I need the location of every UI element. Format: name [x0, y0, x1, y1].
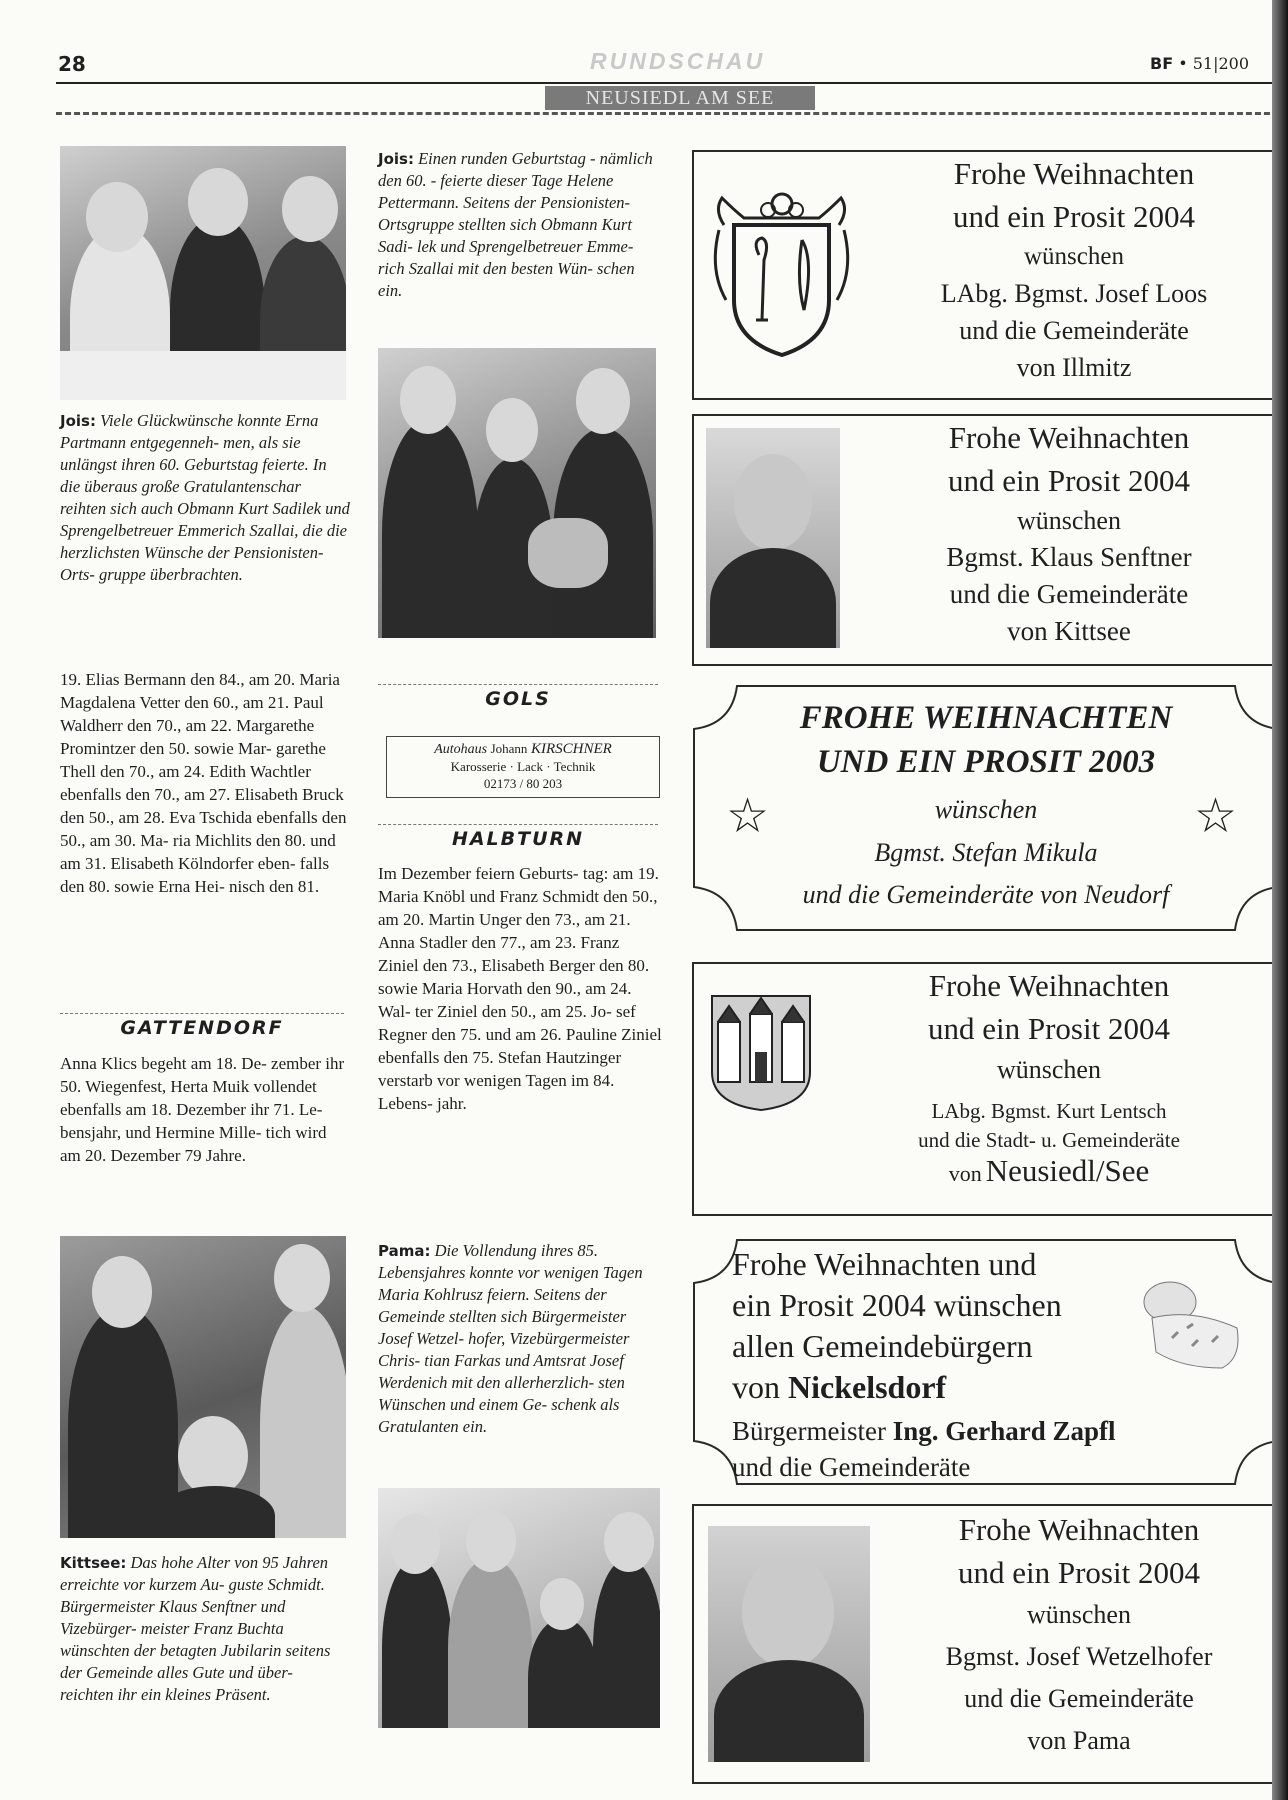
ad-nickelsdorf-line2: ein Prosit 2004 wünschen [732, 1287, 1062, 1323]
caption-place: Kittsee: [60, 1554, 127, 1572]
caption-text: Viele Glückwünsche konnte Erna Partmann entgegenneh- men, als sie unlängst ihren 60. Geburtstag feierte. In die überaus große Gratulantenschar reihten sich auch Obmann Kurt Sadilek und Sprengelbetreuer Emmerich Szallai, die die herzlichsten Wünsche der Pensionisten-Orts- gruppe überbrachten. [60, 411, 350, 584]
ad-phone: 02173 / 80 203 [483, 776, 563, 791]
caption-text: Die Vollendung ihres 85. Lebensjahres konnte vor wenigen Tagen Maria Kohlrusz feiern. Seitens der Gemeinde stellten sich Bürgermeister Josef Wetzel- hofer, Vizebürgermeister Chris- tian Farkas und Amtsrat Josef Werdenich mit den allerherzlich- sten Wünschen und einem Ge- schenk als Gratulanten ein. [378, 1241, 643, 1436]
ad-neusiedl-line4: LAbg. Bgmst. Kurt Lentsch [931, 1099, 1167, 1123]
ad-pama-line1: Frohe Weihnachten [958, 1512, 1200, 1547]
ad-neudorf-line4: Bgmst. Stefan Mikula [874, 838, 1098, 867]
ad-illmitz [692, 150, 1284, 400]
photo-pama [378, 1488, 660, 1728]
ad-neudorf-line2: UND EIN PROSIT 2003 [816, 744, 1156, 780]
ad-neusiedl-von: von [948, 1161, 982, 1186]
photo-kittsee [60, 1236, 346, 1538]
ad-kittsee-line6: von Kittsee [1007, 616, 1131, 646]
magazine-title: RUNDSCHAU [590, 48, 766, 74]
issue-code: BF [1150, 54, 1174, 73]
page-edge [1272, 0, 1288, 1800]
photo-jois-pettermann [378, 348, 656, 638]
ad-illmitz-line3: wünschen [1024, 243, 1124, 270]
ad-nickelsdorf-title: Bürgermeister [732, 1416, 886, 1446]
ad-neusiedl-line3: wünschen [997, 1055, 1101, 1084]
heading-gattendorf: GATTENDORF [60, 1017, 344, 1039]
caption-jois-2 [378, 148, 663, 302]
ad-nickelsdorf-line6: und die Gemeinderäte [732, 1452, 971, 1482]
ad-kittsee-line2: und ein Prosit 2004 [948, 463, 1190, 498]
ad-pama-line3: wünschen [1027, 1600, 1131, 1629]
ad-nickelsdorf-line1: Frohe Weihnachten und [732, 1246, 1037, 1282]
section-title: NEUSIEDL AM SEE [545, 86, 815, 110]
body-gattendorf: Anna Klics begeht am 18. De- zember ihr 50. Wiegenfest, Herta Muik vollendet ebenfalls am 18. Dezember ihr 71. Le- bensjahr, und Hermine Mille- tich wird am 20. Dezember 79 Jahre. [60, 1054, 345, 1165]
ad-nickelsdorf-town: Nickelsdorf [788, 1369, 947, 1405]
ad-kittsee-line3: wünschen [1017, 506, 1121, 535]
caption-text: Das hohe Alter von 95 Jahren erreichte vor kurzem Au- guste Schmidt. Bürgermeister Klaus Senftner und Vizebürger- meister Franz Buchta wünschten der betagten Jubilarin seitens der Gemeinde alles Gute und über- reichten ihr ein kleines Präsent. [60, 1553, 331, 1704]
ad-nickelsdorf-line4 [732, 1367, 1152, 1408]
ad-neudorf [692, 684, 1280, 932]
coat-of-arms-illmitz [704, 180, 859, 360]
ad-kirschner-word: KIRSCHNER [530, 741, 612, 757]
coat-of-arms-neusiedl [708, 992, 814, 1112]
page-number: 28 [58, 52, 86, 76]
caption-place: Pama: [378, 1242, 431, 1260]
dashed-rule [56, 112, 1288, 115]
ad-illmitz-line4: LAbg. Bgmst. Josef Loos [940, 279, 1208, 308]
ad-nickelsdorf-line3: allen Gemeindebürgern [732, 1328, 1033, 1364]
caption-place: Jois: [378, 150, 414, 168]
photo-jois-partmann [60, 146, 346, 400]
ad-nickelsdorf-von: von [732, 1369, 780, 1405]
issue-info [1150, 54, 1249, 73]
ad-illmitz-line6: von Illmitz [1016, 353, 1132, 382]
ad-autohaus-kirschner [386, 736, 660, 798]
ad-kittsee [692, 414, 1284, 666]
portrait-klaus-senftner [706, 428, 840, 648]
ad-autohaus-word: Autohaus [434, 742, 488, 757]
body-halbturn: Im Dezember feiern Geburts- tag: am 19. Maria Knöbl und Franz Schmidt den 50., am 20. Martin Unger den 73., am 21. Anna Stadler den 77., am 23. Franz Ziniel den 73., Elisabeth Berger den 80. sowie Maria Horvath den 90., am 24. Wal- ter Ziniel den 50., am 25. Jo- sef Regner den 75. und am 26. Pauline Ziniel ebenfalls den 75. Stefan Hautzinger verstarb vor wenigen Tagen im 84. Lebens- jahr. [378, 864, 662, 1113]
ad-illmitz-line5: und die Gemeinderäte [959, 316, 1189, 345]
ad-pama-line4: Bgmst. Josef Wetzelhofer [945, 1642, 1213, 1671]
ad-kittsee-line5: und die Gemeinderäte [949, 579, 1189, 609]
ad-nickelsdorf [692, 1238, 1280, 1486]
ad-neusiedl-line6 [824, 1154, 1274, 1194]
birthday-list-jois: 19. Elias Bermann den 84., am 20. Maria Magdalena Vetter den 60., am 21. Paul Waldherr den 70., am 22. Margarethe Promintzer den 50. sowie Mar- garethe Thell den 70., am 24. Edith Wachtler ebenfalls den 70., am 27. Elisabeth Bruck den 50., am 28. Eva Tschida ebenfalls den 50., am 30. Ma- ria Michlits den 80. und am 31. Elisabeth Kölndorfer eben- falls den 80. sowie Erna Hei- nisch den 81. [60, 670, 347, 896]
issue-number: 51|200 [1192, 54, 1250, 73]
ad-neudorf-line3: wünschen [934, 795, 1038, 824]
ad-neusiedl [692, 962, 1284, 1216]
caption-jois-1 [60, 410, 350, 586]
ad-illmitz-line2: und ein Prosit 2004 [953, 199, 1195, 234]
ad-pama [692, 1504, 1284, 1784]
ad-neusiedl-line5: und die Stadt- u. Gemeinderäte [918, 1128, 1180, 1152]
ad-neusiedl-town: Neusiedl/See [985, 1153, 1150, 1188]
caption-place: Jois: [60, 412, 96, 430]
caption-pama [378, 1240, 663, 1438]
caption-text: Einen runden Geburtstag - nämlich den 60. - feierte dieser Tage Helene Pettermann. Seitens der Pensionisten-Ortsgruppe stellten sich Obmann Kurt Sadi- lek und Sprengelbetreuer Emme- rich Szallai mit den besten Wün- schen ein. [378, 149, 653, 300]
ad-neudorf-line5: und die Gemeinderäte von Neudorf [802, 880, 1170, 909]
issue-separator: • [1178, 54, 1188, 73]
ad-neusiedl-line2: und ein Prosit 2004 [928, 1011, 1170, 1046]
ad-nickelsdorf-mayor: Ing. Gerhard Zapfl [892, 1416, 1116, 1446]
caption-kittsee [60, 1552, 350, 1706]
ad-illmitz-line1: Frohe Weihnachten [953, 156, 1195, 191]
header-rule [56, 82, 1288, 84]
star-icon-left: ☆ [726, 788, 770, 844]
ad-nickelsdorf-line5 [732, 1412, 1152, 1450]
portrait-josef-wetzelhofer [708, 1526, 870, 1762]
star-icon-right: ☆ [1194, 788, 1238, 844]
ad-pama-line5: und die Gemeinderäte [964, 1684, 1194, 1713]
ad-kittsee-line1: Frohe Weihnachten [948, 420, 1190, 455]
ad-johann-word: Johann [490, 741, 528, 756]
ad-pama-line6: von Pama [1027, 1726, 1131, 1755]
ad-neudorf-line1: FROHE WEIHNACHTEN [799, 700, 1173, 736]
ad-pama-line2: und ein Prosit 2004 [958, 1555, 1200, 1590]
ad-neusiedl-line1: Frohe Weihnachten [928, 968, 1170, 1003]
ad-services: Karosserie · Lack · Technik [450, 759, 596, 774]
heading-gols: GOLS [378, 688, 658, 710]
heading-halbturn: HALBTURN [378, 828, 658, 850]
ad-kittsee-line4: Bgmst. Klaus Senftner [946, 542, 1192, 572]
